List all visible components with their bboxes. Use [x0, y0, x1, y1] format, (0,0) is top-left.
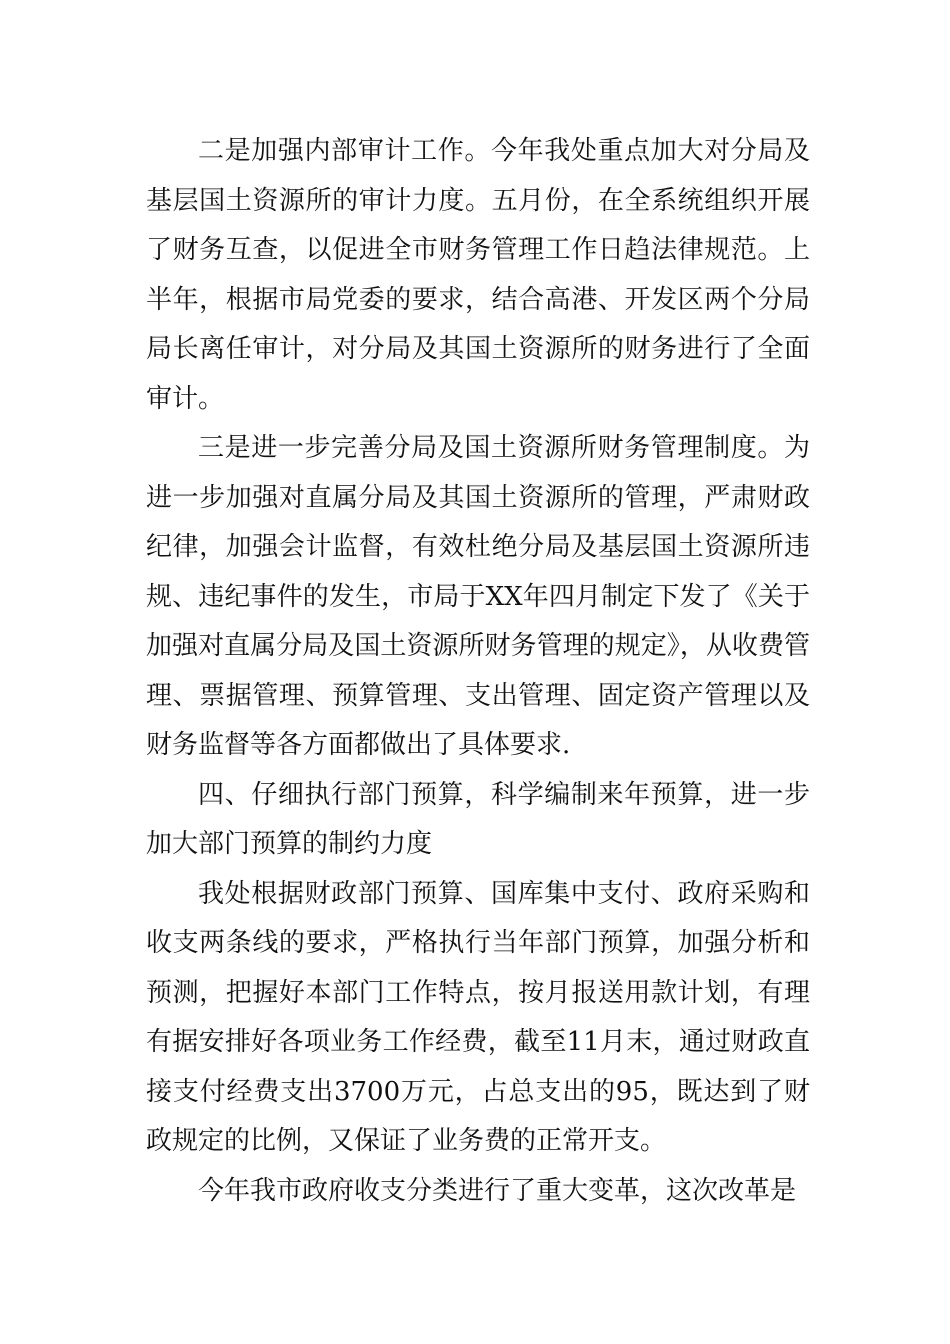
- paragraph-section-heading-budget: 四、仔细执行部门预算，科学编制来年预算，进一步加大部门预算的制约力度: [146, 779, 810, 859]
- paragraph-internal-audit: 二是加强内部审计工作。今年我处重点加大对分局及基层国土资源所的审计力度。五月份，在全系统组织开展了财务互查，以促进全市财务管理工作日趋法律规范。上半年，根据市局党委的要求，结合高港、开发区两个分局局长离任审计，对分局及其国土资源所的财务进行了全面审计。: [146, 136, 810, 414]
- paragraph-budget-execution: 我处根据财政部门预算、国库集中支付、政府采购和收支两条线的要求，严格执行当年部门预算，加强分析和预测，把握好本部门工作特点，按月报送用款计划，有理有据安排好各项业务工作经费，截至11月末，通过财政直接支付经费支出3700万元，占总支出的95，既达到了财政规定的比例，又保证了业务费的正常开支。: [146, 878, 810, 1156]
- paragraph-finance-management-rules: 三是进一步完善分局及国土资源所财务管理制度。为进一步加强对直属分局及其国土资源所的管理，严肃财政纪律，加强会计监督，有效杜绝分局及基层国土资源所违规、违纪事件的发生，市局于XX年四月制定下发了《关于加强对直属分局及国土资源所财务管理的规定》，从收费管理、票据管理、预算管理、支出管理、固定资产管理以及财务监督等各方面都做出了具体要求.: [146, 433, 810, 760]
- paragraph-revenue-classification-reform: 今年我市政府收支分类进行了重大变革，这次改革是: [198, 1175, 797, 1206]
- document-body: [146, 127, 810, 1216]
